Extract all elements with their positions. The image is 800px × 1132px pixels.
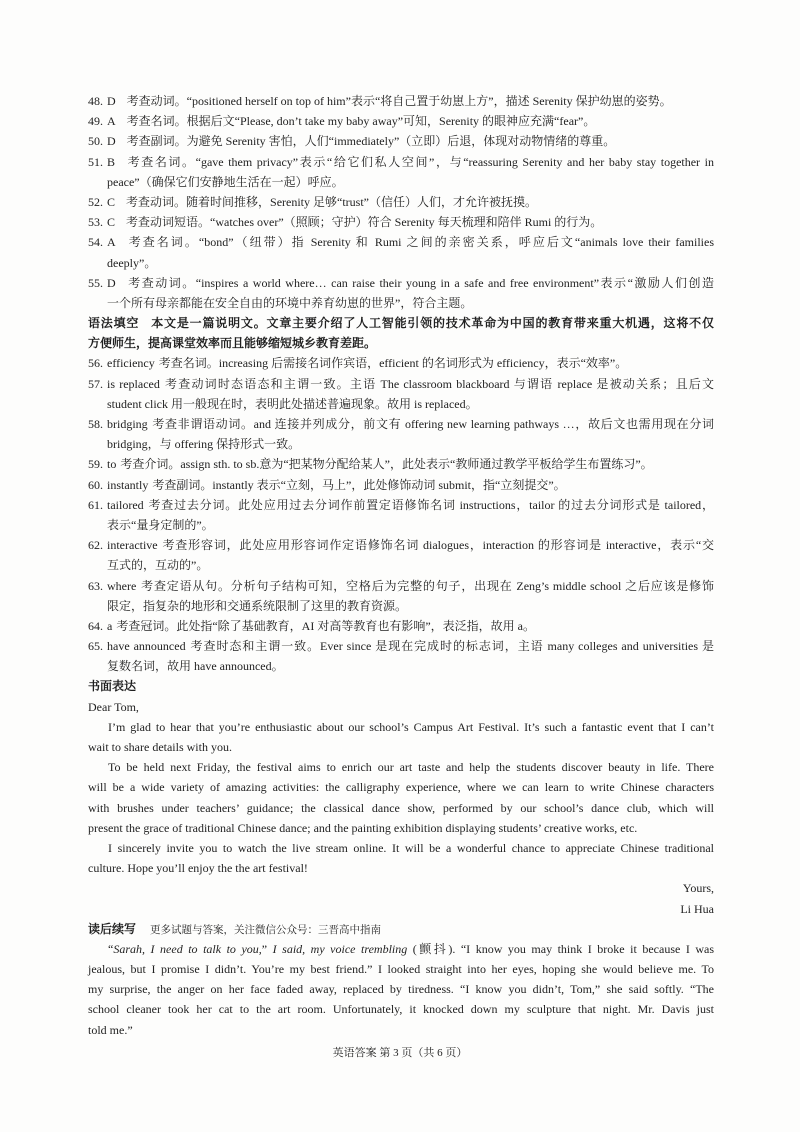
grammar-intro-text: 方便师生，提高课堂效率而且能够缩短城乡教育差距。 [88,336,377,351]
letter-paragraph [88,838,714,878]
story-line [88,1020,714,1040]
continuation-heading-line [88,919,714,939]
explanation-text: 考查动词短语。“watches over”（照顾；守护）符合 Serenity 每天梳理和陪伴 Rumi 的行为。 [126,215,603,230]
story-line-text: school cleaner took her cat to the art room. Unfortunately, it knocked down my sculpture that night. Mr. Davis just [88,1002,714,1017]
answer-first-line [88,454,714,474]
letter-line [88,717,714,737]
answer-key: have announced [107,639,186,654]
answer-key: A [107,235,116,250]
question-number: 52. [88,194,103,209]
footer-page-number: 英语答案 第 3 页（共 6 页） [332,1047,468,1059]
explanation-text: bridging，与 offering 保持形式一致。 [107,437,301,452]
letter-line [88,818,714,838]
continuation-section [88,919,714,1040]
answer-item [88,212,714,232]
letter-line [88,858,714,878]
answer-first-line [88,152,714,172]
story-line [88,999,714,1019]
answer-key: B [107,154,116,169]
explanation-text: 考查定语从句。分析句子结构可知，空格后为完整的句子，出现在 Zeng’s middle school 之后应该是修饰 [140,578,714,593]
explanation-text: 考查动词。随着时间推移，Serenity 足够“trust”（信任）人们，才允许被抚摸。 [126,194,537,209]
explanation-text: 复数名词，故用 have announced。 [107,659,284,674]
answer-item [88,91,714,111]
answer-first-line [88,414,714,434]
answer-first-line [88,212,714,232]
answer-continuation-line [88,656,714,676]
letter-line-text: with brushes under teachers’ guidance; the classical dance show, performed by our school’s dance club, which will [88,800,714,815]
answer-key: efficiency [107,356,155,371]
story-body [88,959,714,1040]
letter-line [88,798,714,818]
question-number: 50. [88,134,103,149]
answer-key: to [107,457,117,472]
answer-continuation-line [88,293,714,313]
answer-item [88,454,714,474]
answer-item [88,475,714,495]
answer-item [88,414,714,454]
story-line [88,959,714,979]
story-close-quote: ” [261,941,268,956]
letter-line-text: present the grace of traditional Chinese dance; and the painting exhibition displaying students’ creative works, etc. [88,820,638,835]
letter-signature-line [88,899,714,919]
explanation-text: 考查名词。根据后文“Please, don’t take my baby away”可知，Serenity 的眼神应充满“fear”。 [126,114,596,129]
grammar-intro-line [88,333,714,353]
question-number: 51. [88,154,103,169]
explanation-text: 考查动词。“positioned herself on top of him”表示“将自己置于幼崽上方”，描述 Serenity 保护幼崽的姿势。 [126,94,672,108]
explanation-text: deeply”。 [107,255,157,270]
answer-item [88,374,714,414]
explanation-text: 考查动词时态语态和主谓一致。主语 The classroom blackboard 与谓语 replace 是被动关系；且后文 [163,376,714,391]
answer-key: instantly [107,477,149,492]
letter-line [88,757,714,777]
answer-first-line [88,535,714,555]
answer-first-line [88,273,714,293]
answer-continuation-line [88,515,714,535]
question-number: 49. [88,114,103,129]
question-number: 64. [88,618,103,633]
question-number: 56. [88,356,103,371]
story-line [88,939,714,959]
answer-key: is replaced [107,376,160,391]
grammar-answer-list [88,353,714,676]
answer-key: D [107,134,116,149]
answer-item [88,111,714,131]
letter-line-text: will be a wide variety of amazing activities: the calligraphy experience, where we can learn to write Chinese characters [88,780,714,795]
letter-closing-line [88,878,714,898]
explanation-text: 考查动词。“inspires a world where… can raise their young in a safe and free environment”表示“激励人们创造 [126,275,714,290]
answer-continuation-line [88,172,714,192]
letter-body [88,717,714,879]
question-number: 54. [88,235,103,250]
question-number: 60. [88,477,103,492]
answer-key: C [107,194,116,209]
letter-paragraph [88,757,714,838]
explanation-text: 考查名词。“bond”（纽带）指 Serenity 和 Rumi 之间的亲密关系，呼应后文“animals love their families [126,235,714,250]
answer-key: interactive [107,538,158,553]
answer-item [88,232,714,272]
question-number: 59. [88,457,103,472]
answer-continuation-line [88,253,714,273]
answer-first-line [88,353,714,373]
grammar-heading: 语法填空 [88,316,140,331]
answer-continuation-line [88,394,714,414]
page-footer [0,1043,800,1063]
explanation-text: 考查过去分词。此处应用过去分词作前置定语修饰名词 instructions，tailor 的过去分词形式是 tailored， [147,497,714,512]
continuation-note: 更多试题与答案，关注微信公众号：三晋高中指南 [150,924,382,936]
story-open-quote: “ [108,941,114,956]
story-line [88,979,714,999]
answer-first-line [88,475,714,495]
answer-key: A [107,114,116,129]
letter-paragraph [88,717,714,757]
explanation-text: 考查副词。instantly 表示“立刻，马上”，此处修饰动词 submit，指“立刻提交”。 [152,477,566,492]
answer-item [88,576,714,616]
answer-item [88,353,714,373]
letter-signature: Li Hua [680,901,714,916]
explanation-text: 考查形容词，此处应用形容词作定语修饰名词 dialogues，interaction 的形容词是 interactive，表示“交 [161,538,714,553]
question-number: 48. [88,94,103,108]
story-line-text: (颤抖). “I know you may think I broke it because I was [412,941,715,956]
explanation-text: 一个所有母亲都能在安全自由的环境中养育幼崽的世界”，符合主题。 [107,295,473,310]
explanation-text: student click 用一般现在时，表明此处描述普遍现象。故用 is replaced。 [107,396,478,411]
continuation-heading: 读后续写 [88,921,137,936]
explanation-text: 限定，指复杂的地形和交通系统限制了这里的教育资源。 [107,598,408,613]
writing-heading: 书面表达 [88,679,137,694]
story-quoted-speech: Sarah, I need to talk to you, [113,941,262,956]
answer-item [88,273,714,313]
explanation-text: peace”（确保它们安静地生活在一起）呼应。 [107,174,344,189]
answer-item [88,636,714,676]
question-number: 58. [88,417,103,431]
grammar-intro-text: 本文是一篇说明文。文章主要介绍了人工智能引领的技术革命为中国的教育带来重大机遇，这将不仅 [151,316,714,331]
answer-key: where [107,578,137,593]
answer-first-line [88,636,714,656]
question-number: 61. [88,497,103,512]
explanation-text: 考查介词。assign sth. to sb.意为“把某物分配给某人”，此处表示“教师通过教学平板给学生布置练习”。 [120,457,653,472]
answer-item [88,535,714,575]
letter-salutation: Dear Tom, [88,699,139,714]
answer-key: bridging [107,417,148,431]
letter-line [88,737,714,757]
answer-first-line [88,495,714,515]
letter-line-text: I sincerely invite you to watch the live stream online. It will be a wonderful chance to appreciate Chinese traditional [108,840,714,855]
question-number: 62. [88,538,103,553]
reading-answer-list [88,91,714,313]
writing-section [88,676,714,918]
answer-first-line [88,374,714,394]
explanation-text: 考查名词。increasing 后需接名词作宾语，efficient 的名词形式为 efficiency，表示“效率”。 [158,356,628,371]
letter-line [88,838,714,858]
story-speech-tag: I said, my voice trembling [272,941,408,956]
explanation-text: 考查非谓语动词。and 连接并列成分，前文有 offering new learning pathways …，故后文也需用现在分词 [151,417,714,431]
story-line-text: told me.” [88,1022,133,1037]
answer-first-line [88,192,714,212]
answer-first-line [88,91,714,111]
letter-line [88,777,714,797]
question-number: 53. [88,215,103,230]
answer-key: tailored [107,497,144,512]
answer-item [88,152,714,192]
explanation-text: 考查副词。为避免 Serenity 害怕，人们“immediately”（立即）后退，体现对动物情绪的尊重。 [126,134,616,149]
story-line-text: jealous, but I promise I didn’t. You’re my best friend.” I looked straight into her eyes, hoping she would believe me. To [88,962,714,977]
letter-line-text: I’m glad to hear that you’re enthusiastic about our school’s Campus Art Festival. It’s such a fantastic event that I can’t [108,719,714,734]
story-line-text: my surprise, the anger on her face faded away, replaced by tiredness. “I know you didn’t, Tom,” she said softly. “The [88,982,714,997]
question-number: 63. [88,578,103,593]
answer-first-line [88,111,714,131]
answer-continuation-line [88,555,714,575]
answer-item [88,495,714,535]
answer-first-line [88,232,714,252]
answer-item [88,131,714,151]
writing-heading-line [88,676,714,696]
explanation-text: 考查时态和主谓一致。Ever since 是现在完成时的标志词，主语 many colleges and universities 是 [189,639,714,654]
letter-closing: Yours, [682,881,714,896]
grammar-intro-line [88,313,714,333]
question-number: 65. [88,639,103,654]
question-number: 55. [88,275,103,290]
answer-continuation-line [88,434,714,454]
page-content [88,91,714,1040]
answer-key: C [107,215,116,230]
answer-first-line [88,131,714,151]
explanation-text: 表示“量身定制的”。 [107,517,214,532]
letter-salutation-line [88,697,714,717]
answer-item [88,192,714,212]
answer-item [88,616,714,636]
explanation-text: 考查名词。“gave them privacy”表示“给它们私人空间”，与“reassuring Serenity and her baby stay together in [126,154,714,169]
grammar-section [88,313,714,676]
answer-key: a [107,618,113,633]
answer-first-line [88,616,714,636]
letter-line-text: To be held next Friday, the festival aims to enrich our art taste and help the students discover beauty in life. There [108,760,714,775]
explanation-text: 互式的，互动的”。 [107,558,209,573]
answer-key: D [107,94,116,108]
explanation-text: 考查冠词。此处指“除了基础教育，AI 对高等教育也有影响”，表泛指，故用 a。 [116,618,535,633]
answer-first-line [88,576,714,596]
answer-key: D [107,275,116,290]
letter-line-text: culture. Hope you’ll enjoy the the art festival! [88,861,308,876]
answer-continuation-line [88,596,714,616]
question-number: 57. [88,376,103,391]
letter-line-text: wait to share details with you. [88,740,232,754]
